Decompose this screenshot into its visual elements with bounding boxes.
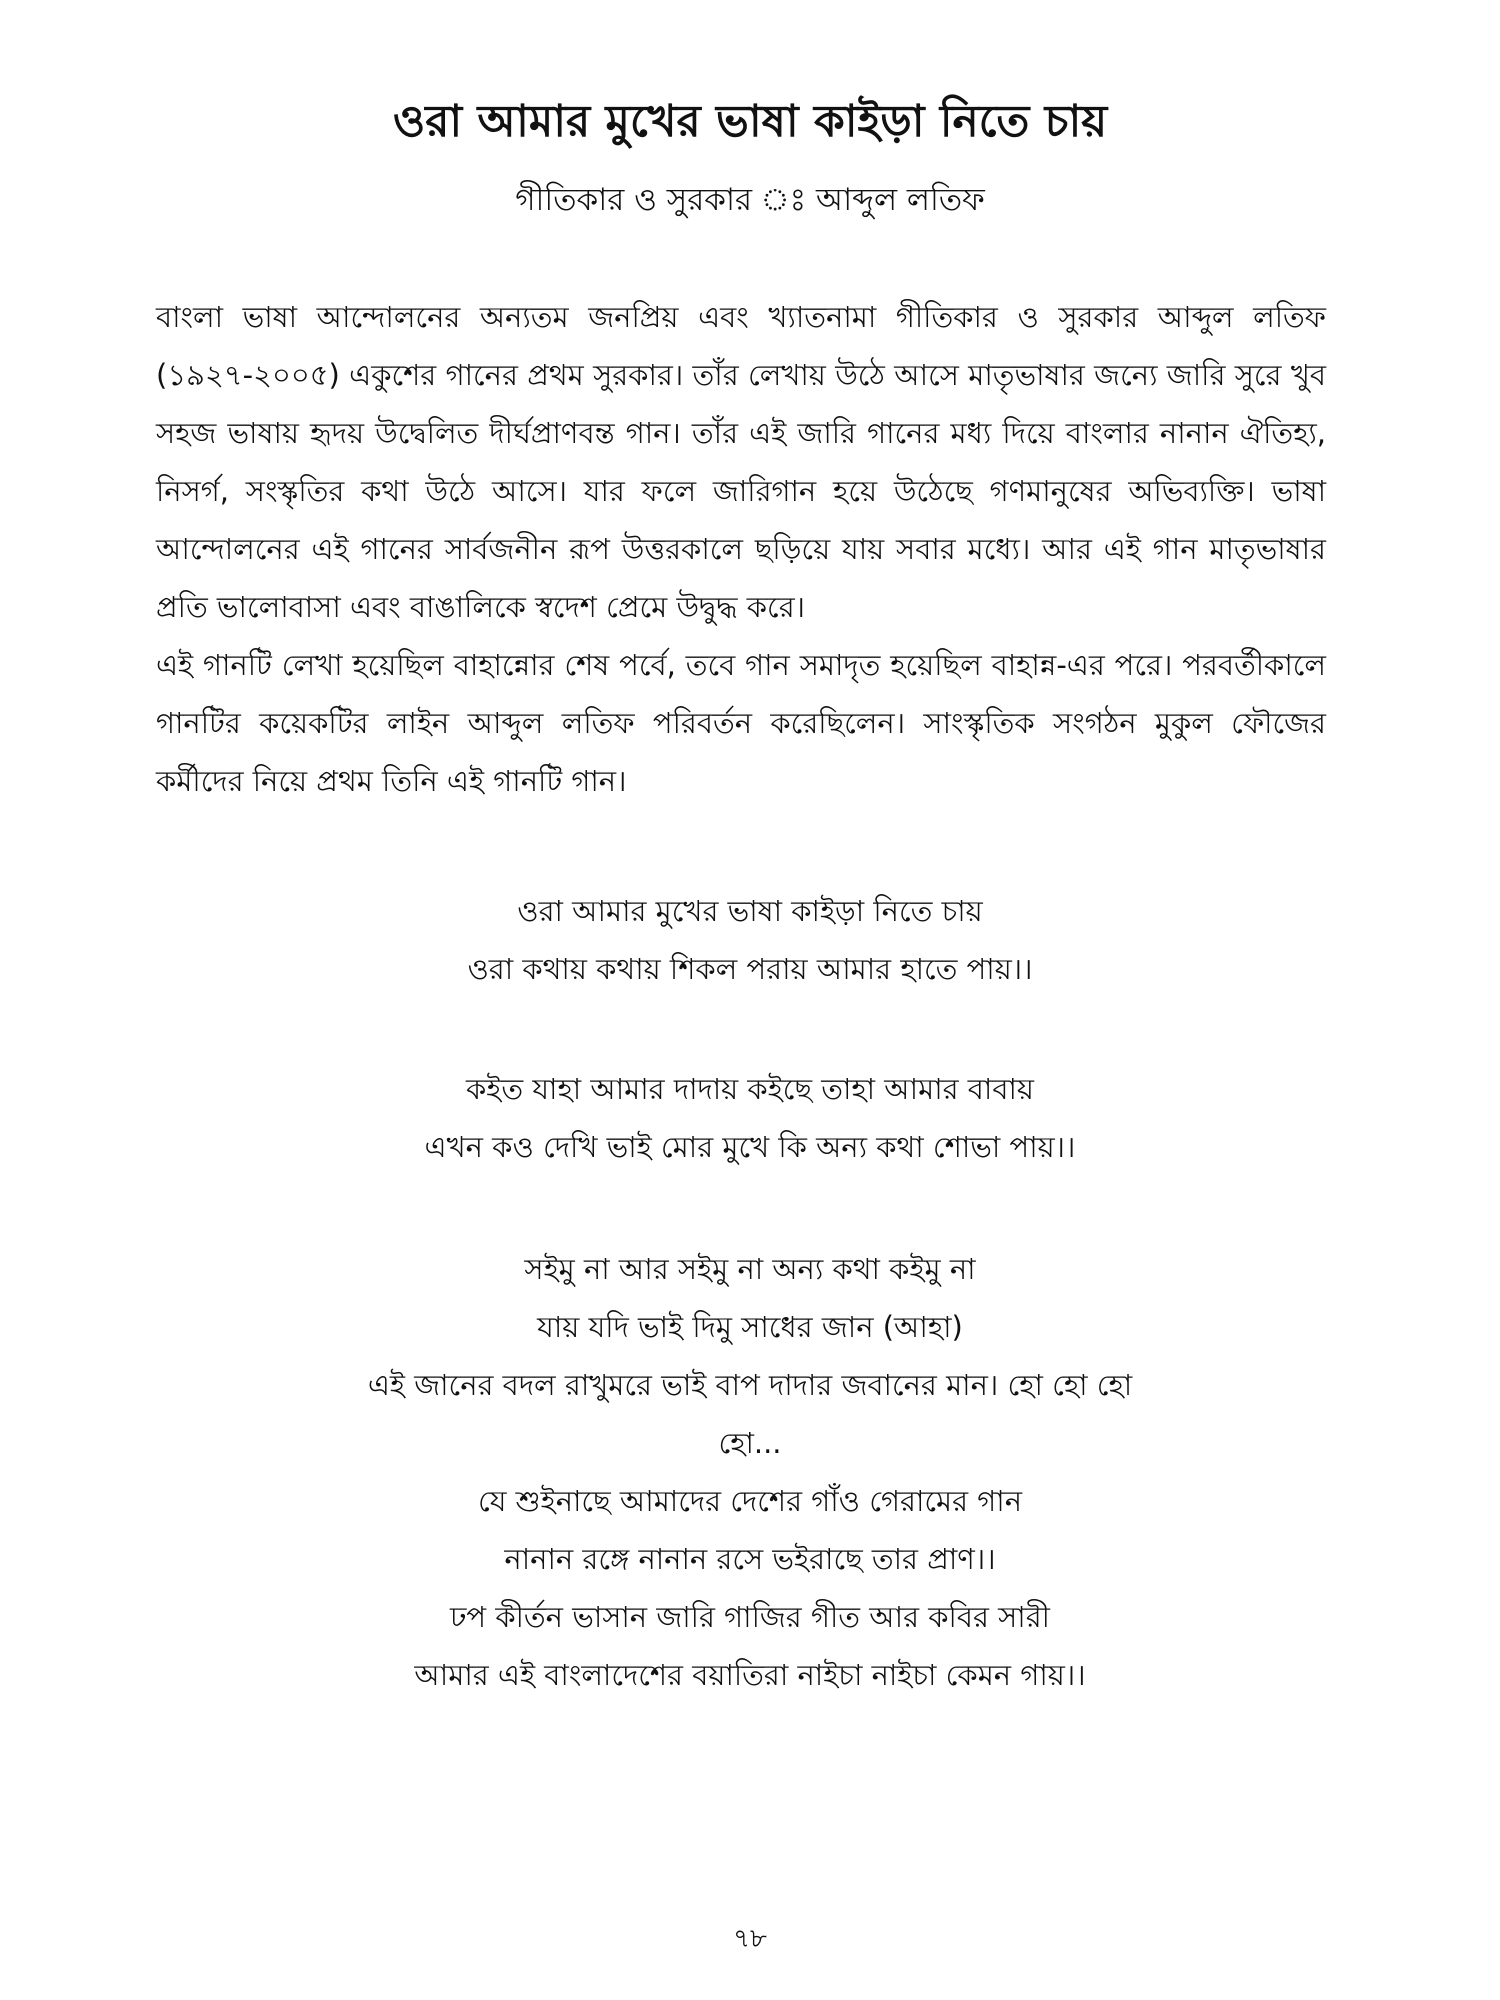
verse-1 [0, 882, 1500, 998]
page-number: ৭৮ [733, 1924, 767, 1954]
verse-line: সইমু না আর সইমু না অন্য কথা কইমু না [524, 1252, 976, 1286]
song-credits: গীতিকার ও সুরকার ঃ আব্দুল লতিফ [515, 182, 985, 218]
verse-line: নানান রঙ্গে নানান রসে ভইরাছে তার প্রাণ।। [504, 1542, 996, 1576]
verse-line: কইত যাহা আমার দাদায় কইছে তাহা আমার বাবায় [466, 1072, 1034, 1106]
intro-paragraph-1: বাংলা ভাষা আন্দোলনের অন্যতম জনপ্রিয় এবং খ্যাতনামা গীতিকার ও সুরকার আব্দুল লতিফ (১৯২৭-২০০৫) একুশের গানের প্রথম সুরকার। তাঁর লেখায় উঠে আসে মাতৃভাষার জন্যে জারি সুরে খুব সহজ ভাষায় হৃদয় উদ্বেলিত দীর্ঘপ্রাণবন্ত গান। তাঁর এই জারি গানের মধ্য দিয়ে বাংলার নানান ঐতিহ্য, নিসর্গ, সংস্কৃতির কথা উঠে আসে। যার ফলে জারিগান হয়ে উঠেছে গণমানুষের অভিব্যক্তি। ভাষা আন্দোলনের এই গানের সার্বজনীন রূপ উত্তরকালে ছড়িয়ে যায় সবার মধ্যে। আর এই গান মাতৃভাষার প্রতি ভালোবাসা এবং বাঙালিকে স্বদেশ প্রেমে উদ্বুদ্ধ করে। [156, 300, 1326, 624]
verse-line: আমার এই বাংলাদেশের বয়াতিরা নাইচা নাইচা কেমন গায়।। [414, 1658, 1086, 1692]
intro-paragraph-2: এই গানটি লেখা হয়েছিল বাহান্নোর শেষ পর্বে, তবে গান সমাদৃত হয়েছিল বাহান্ন-এর পরে। পরবর্তীকালে গানটির কয়েকটির লাইন আব্দুল লতিফ পরিবর্তন করেছিলেন। সাংস্কৃতিক সংগঠন মুকুল ফৌজের কর্মীদের নিয়ে প্রথম তিনি এই গানটি গান। [156, 648, 1326, 798]
verse-3 [0, 1240, 1500, 1704]
verse-line: ঢপ কীর্তন ভাসান জারি গাজির গীত আর কবির সারী [450, 1600, 1050, 1634]
verse-2 [0, 1060, 1500, 1176]
intro-text [156, 288, 1326, 810]
verse-line: যায় যদি ভাই দিমু সাধের জান (আহা) [537, 1310, 963, 1344]
verse-line: হো... [718, 1426, 782, 1460]
verse-line: ওরা আমার মুখের ভাষা কাইড়া নিতে চায় [517, 894, 983, 928]
verse-line: ওরা কথায় কথায় শিকল পরায় আমার হাতে পায়।। [467, 952, 1033, 986]
verse-line: এই জানের বদল রাখুমরে ভাই বাপ দাদার জবানের মান। হো হো হো [367, 1368, 1133, 1402]
verse-line: এখন কও দেখি ভাই মোর মুখে কি অন্য কথা শোভা পায়।। [424, 1130, 1076, 1164]
song-title: ওরা আমার মুখের ভাষা কাইড়া নিতে চায় [392, 96, 1108, 147]
verse-line: যে শুইনাছে আমাদের দেশের গাঁও গেরামের গান [477, 1484, 1023, 1518]
